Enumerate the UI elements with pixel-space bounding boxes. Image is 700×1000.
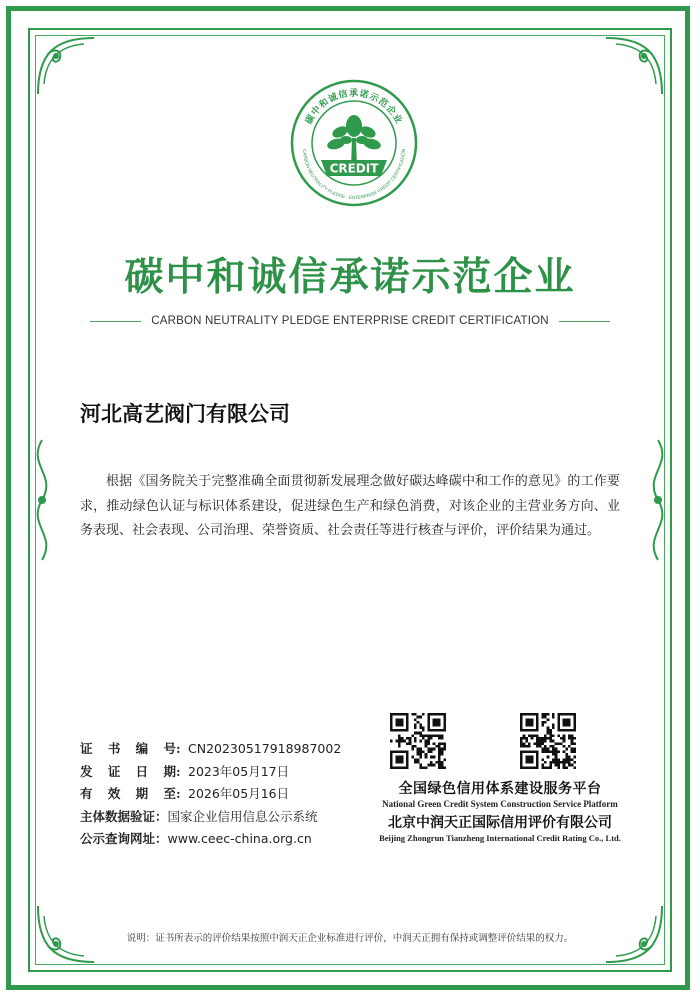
certificate-title: 碳中和诚信承诺示范企业 xyxy=(124,255,576,300)
certificate-subtitle: CARBON NEUTRALITY PLEDGE ENTERPRISE CREDIT CERTIFICATION xyxy=(151,315,549,327)
separator: : xyxy=(176,741,181,756)
subtitle-rule-left xyxy=(90,321,141,322)
separator: : xyxy=(176,786,181,801)
issuer-platform-en: National Green Credit System Construction Service Platform xyxy=(382,799,618,809)
qr-code-left[interactable] xyxy=(390,713,446,769)
verify-label: 主体数据验证： xyxy=(80,808,168,824)
emblem-ring-bottom-text: CARBON NEUTRALITY PLEDGE · ENTERPRISE CREDIT CERTIFICATION xyxy=(301,148,407,201)
cert-number-value: CN20230517918987002 xyxy=(188,741,342,756)
qr-code-right[interactable] xyxy=(520,713,576,769)
valid-until-value: 2026年05月16日 xyxy=(188,786,290,801)
query-url[interactable]: www.ceec-china.org.cn xyxy=(167,831,312,846)
certificate-body: 根据《国务院关于完整准确全面贯彻新发展理念做好碳达峰碳中和工作的意见》的工作要求，推动绿色认证与标识体系建设，促进绿色生产和绿色消费，对该企业的主营业务方向、业务表现、社会表现、公司治理、荣誉资质、社会责任等进行核查与评价，评价结果为通过。 xyxy=(80,474,620,538)
cert-number-row xyxy=(80,738,341,761)
footnote: 说明：证书所表示的评价结果按照中润天正企业标准进行评价，中润天正拥有保持或调整评价结果的权力。 xyxy=(126,933,574,944)
valid-until-row xyxy=(80,783,341,806)
issuer-company-cn: 北京中润天正国际信用评价有限公司 xyxy=(388,815,612,831)
certificate-info xyxy=(80,738,341,851)
credit-emblem xyxy=(289,78,419,208)
separator: : xyxy=(176,763,181,779)
corner-ornament-top-right xyxy=(596,34,666,104)
issue-date-label: 发证日期 xyxy=(80,763,176,779)
emblem-badge-text: CREDIT xyxy=(329,161,379,176)
cert-number-label: 证书编号 xyxy=(80,741,176,756)
issue-date-row xyxy=(80,761,341,784)
subtitle-rule-right xyxy=(559,321,610,322)
verify-row xyxy=(80,806,341,829)
issuer-company-en: Beijing Zhongrun Tianzheng International Credit Rating Co., Ltd. xyxy=(379,833,621,843)
issue-date-value: 2023年05月17日 xyxy=(188,763,290,779)
query-row xyxy=(80,828,341,851)
query-label: 公示查询网址： xyxy=(80,831,168,846)
company-name: 河北高艺阀门有限公司 xyxy=(80,402,290,426)
verify-value: 国家企业信用信息公示系统 xyxy=(167,808,318,824)
corner-ornament-top-left xyxy=(34,34,104,104)
subtitle-row xyxy=(90,313,610,329)
side-ornament-right xyxy=(638,435,678,565)
issuer-platform-cn: 全国绿色信用体系建设服务平台 xyxy=(398,781,602,797)
valid-until-label: 有效期至 xyxy=(80,786,176,801)
emblem-ring-top-text: 碳中和诚信承诺示范企业 xyxy=(304,89,404,127)
side-ornament-left xyxy=(22,435,62,565)
